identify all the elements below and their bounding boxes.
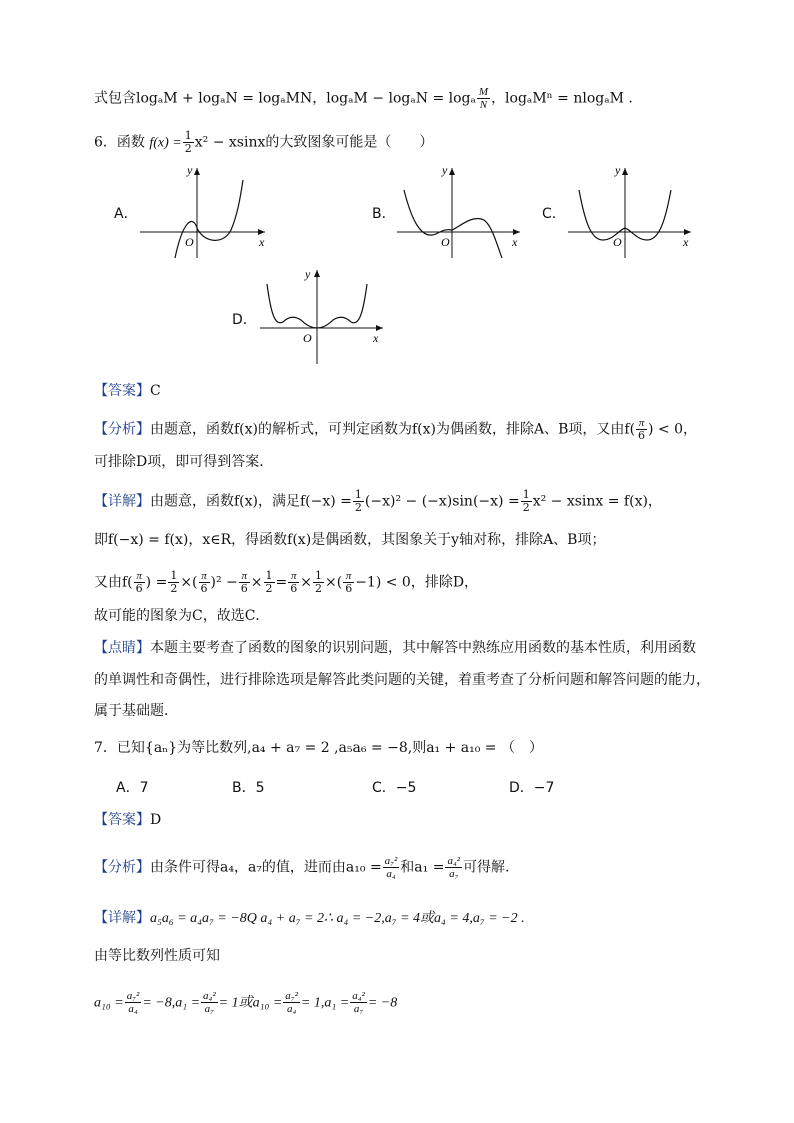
frac-num: π — [343, 570, 354, 583]
detail-text: = 1,a₁ = — [300, 995, 350, 1011]
frac-num: π — [239, 570, 250, 583]
axis-x-label: x — [259, 235, 265, 249]
detail-text: × — [250, 574, 263, 591]
frac-num: a₄² — [352, 990, 365, 1002]
frac-num: π — [636, 417, 647, 430]
analysis-fraction — [445, 855, 462, 880]
detail-fraction — [168, 570, 179, 595]
axis-y-label: y — [615, 163, 621, 177]
frac-num: M — [478, 86, 489, 98]
q6-fx: f(x) = — [149, 135, 182, 151]
frac-den: 2 — [522, 501, 530, 514]
frac-num: 1 — [265, 569, 273, 582]
q6-detail-line3 — [94, 570, 478, 595]
frac-den: 2 — [314, 582, 322, 595]
analysis-text: ) < 0， — [648, 421, 698, 438]
axis-x-label: x — [512, 235, 518, 249]
frac-den: a₄ — [386, 868, 396, 880]
analysis-text: 和a₁ = — [400, 859, 445, 876]
detail-fraction — [199, 570, 210, 595]
detail-text: = −8 — [367, 995, 398, 1011]
axis-x-label: x — [683, 235, 689, 249]
q7-detail-line2: 由等比数列性质可知 — [94, 948, 220, 964]
frac-den: a₇ — [204, 1003, 214, 1015]
detail-text: 又由f( — [94, 574, 133, 591]
analysis-fraction — [636, 417, 647, 442]
intro-line — [94, 86, 633, 111]
frac-num: π — [199, 570, 210, 583]
origin-label: O — [303, 331, 312, 345]
q6-expr: x² − xsinx的大致图象可能是（ ） — [194, 134, 434, 151]
frac-num: 1 — [170, 569, 178, 582]
detail-fraction — [125, 990, 142, 1015]
q6-analysis-line1 — [94, 417, 697, 442]
q7-option-d: D．−7 — [509, 780, 555, 796]
q6-fraction — [183, 130, 194, 155]
detail-fraction — [134, 570, 145, 595]
intro-tail: ，logₐMⁿ = nlogₐM . — [491, 90, 633, 107]
frac-den: 2 — [184, 142, 192, 155]
answer-tag: 【答案】 — [94, 383, 150, 399]
detail-text: −1) < 0，排除D， — [355, 574, 479, 591]
origin-label: O — [441, 235, 450, 249]
answer-value: C — [150, 383, 161, 399]
frac-den: 2 — [265, 582, 273, 595]
q6-comment-line3: 属于基础题． — [94, 703, 178, 719]
detail-text: x² − xsinx = f(x)， — [532, 493, 662, 510]
frac-den: 6 — [290, 582, 298, 595]
frac-den: a₄ — [128, 1003, 138, 1015]
detail-fraction — [343, 570, 354, 595]
q7-option-a: A．7 — [116, 780, 149, 796]
frac-den: 6 — [638, 429, 646, 442]
detail-fraction — [313, 570, 324, 595]
comment-tag: 【点睛】 — [94, 640, 150, 656]
frac-num: a₇² — [384, 855, 398, 867]
axis-x-label: x — [373, 331, 379, 345]
frac-den: a₇ — [449, 868, 459, 880]
q7-stem: 7．已知{aₙ}为等比数列,a₄ + a₇ = 2 ,a₅a₆ = −8,则a₁ + a₁₀ = （ ） — [94, 740, 543, 756]
intro-fraction — [477, 86, 490, 111]
q6-prefix: 6．函数 — [94, 134, 145, 151]
q6-analysis-line2: 可排除D项，即可得到答案． — [94, 454, 274, 470]
detail-fraction — [264, 570, 275, 595]
detail-text: ×( — [180, 574, 198, 591]
frac-den: 6 — [135, 582, 143, 595]
q6-detail-line1 — [94, 489, 662, 514]
option-b-label: B． — [372, 206, 396, 222]
frac-den: 6 — [200, 582, 208, 595]
analysis-text: 由题意，函数f(x)的解析式，可判定函数为f(x)为偶函数，排除A、B项，又由f( — [150, 421, 636, 438]
option-a-label: A． — [114, 206, 138, 222]
axis-y-label: y — [187, 163, 193, 177]
q7-option-c: C．−5 — [372, 780, 417, 796]
origin-label: O — [613, 235, 622, 249]
detail-text: = 1或a₁₀ = — [218, 995, 283, 1011]
detail-text: (−x)² − (−x)sin(−x) = — [364, 493, 520, 510]
analysis-text: 由条件可得a₄，a₇的值，进而由a₁₀ = — [150, 859, 382, 876]
analysis-tag: 【分析】 — [94, 421, 150, 438]
analysis-tag: 【分析】 — [94, 859, 150, 876]
q6-comment-line1 — [94, 638, 696, 658]
intro-text: 式包含logₐM + logₐN = logₐMN，logₐM − logₐN = logₐ — [94, 90, 476, 107]
detail-text: = −8,a₁ = — [142, 995, 201, 1011]
frac-num: π — [134, 570, 145, 583]
detail-fraction — [353, 489, 364, 514]
frac-den: N — [479, 99, 488, 111]
answer-tag: 【答案】 — [94, 812, 150, 828]
option-c-label: C． — [542, 206, 566, 222]
q7-analysis — [94, 855, 510, 880]
frac-num: a₄² — [203, 990, 216, 1002]
frac-den: 2 — [170, 582, 178, 595]
graph-option-b — [392, 160, 527, 260]
detail-text: )² − — [210, 574, 238, 591]
detail-text: 由题意，函数f(x)，满足f(−x) = — [150, 493, 352, 510]
comment-text: 本题主要考查了函数的图象的识别问题，其中解答中熟练应用函数的基本性质，利用函数 — [150, 640, 696, 656]
frac-num: 1 — [314, 569, 322, 582]
frac-num: 1 — [522, 488, 530, 501]
answer-value: D — [150, 812, 162, 828]
detail-fraction — [288, 570, 299, 595]
frac-den: 6 — [345, 582, 353, 595]
option-d-label: D． — [232, 312, 257, 328]
frac-num: 1 — [354, 488, 362, 501]
detail-text: a₁₀ = — [94, 995, 124, 1011]
q7-option-b: B．5 — [232, 780, 265, 796]
q6-detail-line2: 即f(−x) = f(x)，x∈R，得函数f(x)是偶函数，其图象关于y轴对称，排除A、B项； — [94, 532, 606, 548]
detail-text: = — [275, 574, 288, 591]
frac-num: a₇² — [285, 990, 298, 1002]
q6-detail-line4: 故可能的图象为C，故选C． — [94, 608, 270, 624]
graph-option-d — [255, 266, 390, 366]
detail-text: a₅a₆ = a₄a₇ = −8Q a₄ + a₇ = 2∴ a₄ = −2,a₇ = 4或a₄ = 4,a₇ = −2 . — [150, 911, 525, 926]
detail-tag: 【详解】 — [94, 493, 150, 510]
q6-answer — [94, 381, 161, 401]
graph-option-a — [135, 160, 270, 260]
frac-den: 2 — [354, 501, 362, 514]
detail-fraction — [350, 990, 367, 1015]
q6-stem — [94, 130, 433, 155]
detail-text: × — [300, 574, 312, 591]
frac-den: 6 — [240, 582, 248, 595]
detail-tag: 【详解】 — [94, 910, 150, 926]
curve-b — [404, 190, 502, 258]
origin-label: O — [185, 235, 194, 249]
frac-den: a₇ — [353, 1003, 364, 1015]
q7-detail-line3 — [94, 990, 397, 1015]
frac-num: 1 — [184, 129, 192, 142]
frac-den: a₄ — [286, 1003, 297, 1015]
q7-answer — [94, 810, 161, 830]
axis-y-label: y — [442, 163, 448, 177]
detail-fraction — [201, 990, 218, 1015]
q7-detail-line1 — [94, 908, 525, 929]
detail-text: ×( — [324, 574, 343, 591]
frac-num: π — [288, 570, 299, 583]
frac-num: a₇² — [126, 990, 140, 1002]
detail-text: ) = — [145, 574, 168, 591]
axis-y-label: y — [305, 267, 311, 281]
q6-comment-line2: 的单调性和奇偶性，进行排除选项是解答此类问题的关键，着重考查了分析问题和解答问题的能力， — [94, 672, 710, 688]
detail-fraction — [521, 489, 532, 514]
analysis-text: 可得解. — [463, 859, 510, 876]
analysis-fraction — [383, 855, 400, 880]
graph-option-c — [563, 160, 698, 260]
detail-fraction — [283, 990, 300, 1015]
detail-fraction — [239, 570, 250, 595]
frac-num: a₄² — [447, 855, 461, 867]
